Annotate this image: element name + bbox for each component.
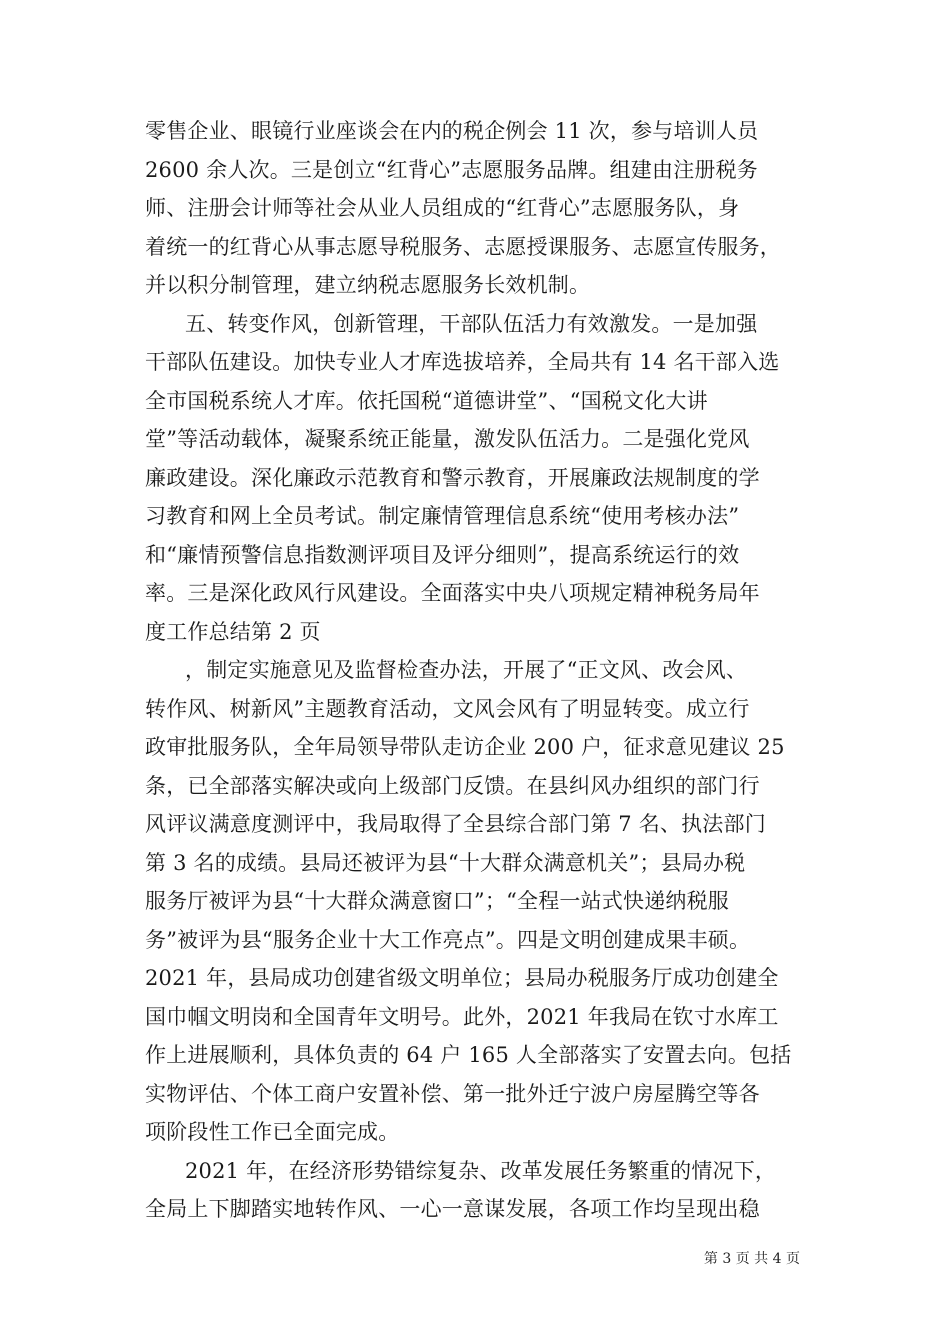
text-line: 政审批服务队，全年局领导带队走访企业 200 户，征求意见建议 25 (145, 735, 785, 759)
document-body (145, 112, 825, 1229)
page-number-footer: 第 3 页 共 4 页 (703, 1251, 800, 1267)
text-line: 零售企业、眼镜行业座谈会在内的税企例会 11 次，参与培训人员 (145, 119, 759, 143)
text-line: 第 3 名的成绩。县局还被评为县“十大群众满意机关”；县局办税 (145, 850, 746, 875)
text-line: 并以积分制管理，建立纳税志愿服务长效机制。 (145, 273, 591, 297)
text-line: 作上进展顺利，具体负责的 64 户 165 人全部落实了安置去向。包括 (145, 1043, 792, 1067)
paragraph-start-line: 五、转变作风，创新管理，干部队伍活力有效激发。一是加强 (185, 311, 758, 336)
text-line: 和“廉情预警信息指数测评项目及评分细则”，提高系统运行的效 (145, 542, 740, 567)
text-line: 务”被评为县“服务企业十大工作亮点”。四是文明创建成果丰硕。 (145, 927, 751, 952)
text-line: 服务厅被评为县“十大群众满意窗口”；“全程一站式快递纳税服 (145, 889, 730, 913)
text-line: 实物评估、个体工商户安置补偿、第一批外迁宁波户房屋腾空等各 (145, 1081, 760, 1106)
text-line: 全局上下脚踏实地转作风、一心一意谋发展，各项工作均呈现出稳 (145, 1197, 760, 1221)
text-line: 堂”等活动载体，凝聚系统正能量，激发队伍活力。二是强化党风 (145, 427, 750, 451)
paragraph-start-line: 2021 年，在经济形势错综复杂、改革发展任务繁重的情况下， (185, 1158, 777, 1183)
text-line: 风评议满意度测评中，我局取得了全县综合部门第 7 名、执法部门 (145, 812, 766, 836)
text-line: 2021 年，县局成功创建省级文明单位；县局办税服务厅成功创建全 (145, 966, 779, 990)
text-line: 着统一的红背心从事志愿导税服务、志愿授课服务、志愿宣传服务， (145, 234, 781, 259)
text-line: 率。三是深化政风行风建设。全面落实中央八项规定精神税务局年 (145, 581, 760, 605)
text-line: 师、注册会计师等社会从业人员组成的“红背心”志愿服务队，身 (145, 196, 740, 220)
text-line: 习教育和网上全员考试。制定廉情管理信息系统“使用考核办法” (145, 504, 740, 528)
text-line: 转作风、树新风”主题教育活动，文风会风有了明显转变。成立行 (145, 696, 750, 721)
text-line: 国巾帼文明岗和全国青年文明号。此外，2021 年我局在钦寸水库工 (145, 1004, 779, 1029)
paragraph-start-line: ，制定实施意见及监督检查办法，开展了“正文风、改会风、 (185, 658, 748, 682)
text-line: 2600 余人次。三是创立“红背心”志愿服务品牌。组建由注册税务 (145, 157, 758, 182)
text-line: 干部队伍建设。加快专业人才库选拔培养，全局共有 14 名干部入选 (145, 350, 780, 374)
text-line: 条，已全部落实解决或向上级部门反馈。在县纠风办组织的部门行 (145, 773, 760, 798)
text-line: 全市国税系统人才库。依托国税“道德讲堂”、“国税文化大讲 (145, 388, 708, 413)
text-line: 项阶段性工作已全面完成。 (145, 1120, 400, 1144)
text-line: 廉政建设。深化廉政示范教育和警示教育，开展廉政法规制度的学 (145, 465, 760, 490)
text-line: 度工作总结第 2 页 (145, 619, 321, 644)
